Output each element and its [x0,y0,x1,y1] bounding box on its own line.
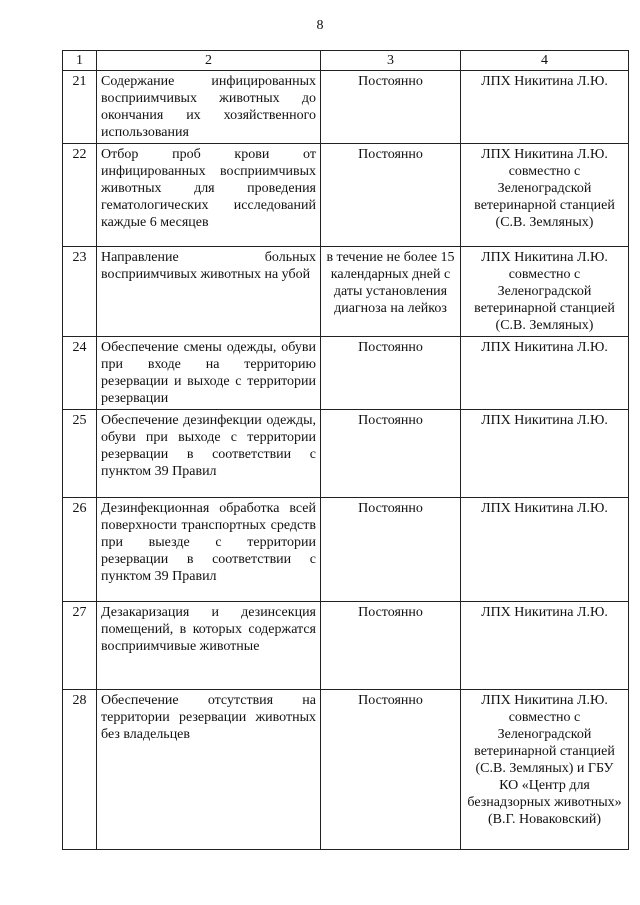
row-number: 25 [63,410,97,498]
table-row [63,498,629,602]
measure-term: Постоянно [321,498,461,602]
measure-term: Постоянно [321,71,461,144]
row-number: 21 [63,71,97,144]
table-row [63,690,629,850]
column-header-4: 4 [461,51,629,71]
table-row [63,247,629,337]
table-row [63,602,629,690]
table-row [63,71,629,144]
measure-description: Направление больных восприимчивых животных на убой [97,247,321,337]
measure-term: Постоянно [321,410,461,498]
row-number: 28 [63,690,97,850]
measure-responsible: ЛПХ Никитина Л.Ю. [461,410,629,498]
page-number: 8 [316,18,324,33]
measure-responsible: ЛПХ Никитина Л.Ю. [461,602,629,690]
measure-description: Обеспечение отсутствия на территории резервации животных без владельцев [97,690,321,850]
row-number: 24 [63,337,97,410]
measure-description: Обеспечение смены одежды, обуви при входе на территорию резервации и выходе с территории резервации [97,337,321,410]
measure-description: Содержание инфицированных восприимчивых животных до окончания их хозяйственного использования [97,71,321,144]
measure-responsible: ЛПХ Никитина Л.Ю. [461,337,629,410]
measure-description: Отбор проб крови от инфицированных восприимчивых животных для проведения гематологических исследований каждые 6 месяцев [97,144,321,247]
measure-term: Постоянно [321,690,461,850]
measure-responsible: ЛПХ Никитина Л.Ю. совместно с Зеленоградской ветеринарной станцией (С.В. Земляных) [461,247,629,337]
row-number: 23 [63,247,97,337]
table-row [63,410,629,498]
measure-responsible: ЛПХ Никитина Л.Ю. совместно с Зеленоградской ветеринарной станцией (С.В. Земляных) [461,144,629,247]
measure-description: Дезакаризация и дезинсекция помещений, в которых содержатся восприимчивые животные [97,602,321,690]
column-header-3: 3 [321,51,461,71]
measures-table [62,50,629,850]
row-number: 22 [63,144,97,247]
row-number: 27 [63,602,97,690]
table-row [63,337,629,410]
measure-responsible: ЛПХ Никитина Л.Ю. совместно с Зеленоградской ветеринарной станцией (С.В. Земляных) и ГБУ КО «Центр для безнадзорных животных» (В.Г. Новаковский) [461,690,629,850]
table-row [63,144,629,247]
measure-responsible: ЛПХ Никитина Л.Ю. [461,71,629,144]
measure-term: Постоянно [321,337,461,410]
column-header-1: 1 [63,51,97,71]
header-row [63,51,629,71]
measure-responsible: ЛПХ Никитина Л.Ю. [461,498,629,602]
column-header-2: 2 [97,51,321,71]
measure-term: Постоянно [321,144,461,247]
measure-term: Постоянно [321,602,461,690]
row-number: 26 [63,498,97,602]
measure-description: Дезинфекционная обработка всей поверхности транспортных средств при выезде с территории резервации в соответствии с пунктом 39 Правил [97,498,321,602]
measure-description: Обеспечение дезинфекции одежды, обуви при выходе с территории резервации в соответствии с пунктом 39 Правил [97,410,321,498]
measure-term: в течение не более 15 календарных дней с даты установления диагноза на лейкоз [321,247,461,337]
